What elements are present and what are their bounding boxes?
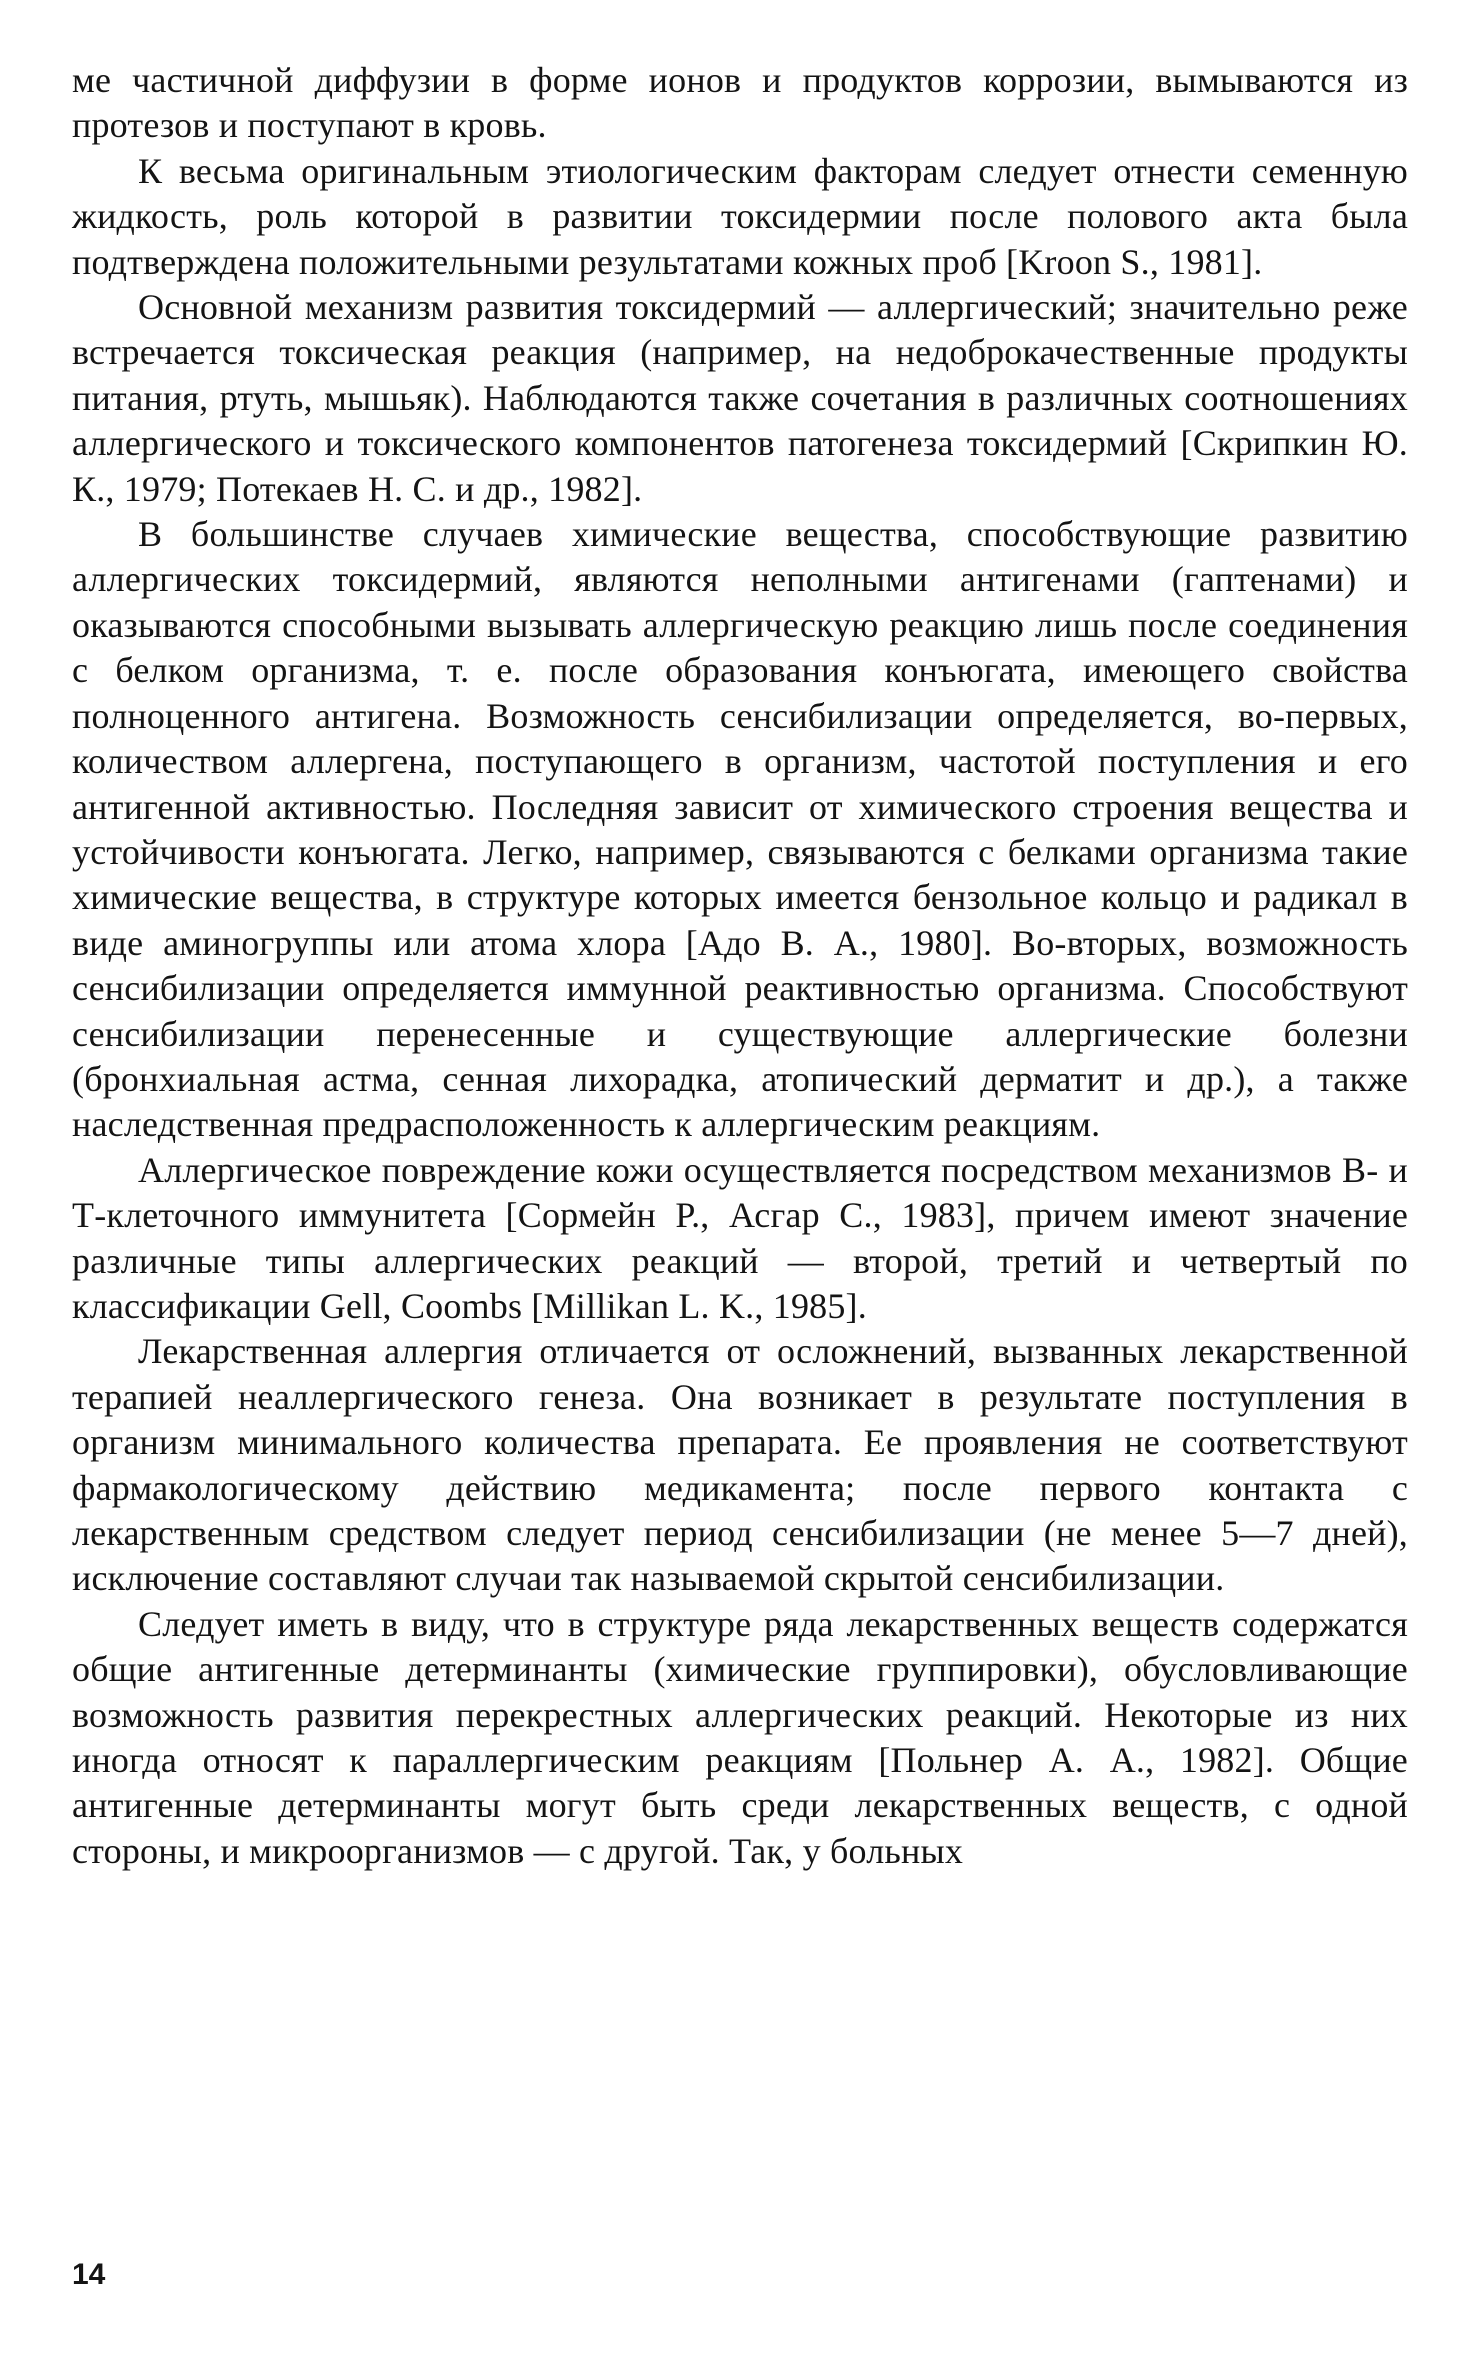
paragraph-drug-allergy: Лекарственная аллергия отличается от осложнений, вызванных лекарственной терапией неаллергического генеза. Она возникает в результате поступления в организм минимального количества препарата. Ее проявления не соответствуют фармакологическому действию медикамента; после первого контакта с лекарственным средством следует период сенсибилизации (не менее 5—7 дней), исключение составляют случаи так называемой скрытой сенсибилизации. bbox=[72, 1331, 1408, 1599]
paragraph-sensitization: В большинстве случаев химические вещества, способствующие развитию аллергических токсидермий, являются неполными антигенами (гаптенами) и оказываются способными вызывать аллергическую реакцию лишь после соединения с белком организма, т. е. после образования конъюгата, имеющего свойства полноценного антигена. Возможность сенсибилизации определяется, во-первых, количеством аллергена, поступающего в организм, частотой поступления и его антигенной активностью. Последняя зависит от химического строения вещества и устойчивости конъюгата. Легко, например, связываются с белками организма такие химические вещества, в структуре которых имеется бензольное кольцо и радикал в виде аминогруппы или атома хлора [Адо В. А., 1980]. Во-вторых, возможность сенсибилизации определяется иммунной реактивностью организма. Способствуют сенсибилизации перенесенные и существующие аллергические болезни (бронхиальная астма, сенная лихорадка, атопический дерматит и др.), а также наследственная предрасположенность к аллергическим реакциям. bbox=[72, 514, 1408, 1145]
body-text bbox=[72, 58, 1408, 1874]
paragraph-etiology-factors: К весьма оригинальным этиологическим факторам следует отнести семенную жидкость, роль которой в развитии токсидермии после полового акта была подтверждена положительными результатами кожных проб [Kroon S., 1981]. bbox=[72, 150, 1408, 282]
paragraph-main-mechanism: Основной механизм развития токсидермий — аллергический; значительно реже встречается токсическая реакция (например, на недоброкачественные продукты питания, ртуть, мышьяк). Наблюдаются также сочетания в различных соотношениях аллергического и токсического компонентов патогенеза токсидермий [Скрипкин Ю. К., 1979; Потекаев Н. С. и др., 1982]. bbox=[72, 287, 1408, 509]
paragraph-allergic-damage: Аллергическое повреждение кожи осуществляется посредством механизмов В- и Т-клеточного иммунитета [Сормейн Р., Асгар С., 1983], причем имеют значение различные типы аллергических реакций — второй, третий и четвертый по классификации Gell, Coombs [Millikan L. K., 1985]. bbox=[72, 1149, 1408, 1326]
paragraph-continuation: ме частичной диффузии в форме ионов и продуктов коррозии, вымываются из протезов и поступают в кровь. bbox=[72, 60, 1408, 146]
page-number: 14 bbox=[72, 2258, 106, 2291]
paragraph-antigenic-determinants: Следует иметь в виду, что в структуре ряда лекарственных веществ содержатся общие антигенные детерминанты (химические группировки), обусловливающие возможность развития перекрестных аллергических реакций. Некоторые из них иногда относят к параллергическим реакциям [Польнер А. А., 1982]. Общие антигенные детерминанты могут быть среди лекарственных веществ, с одной стороны, и микроорганизмов — с другой. Так, у больных bbox=[72, 1603, 1408, 1871]
